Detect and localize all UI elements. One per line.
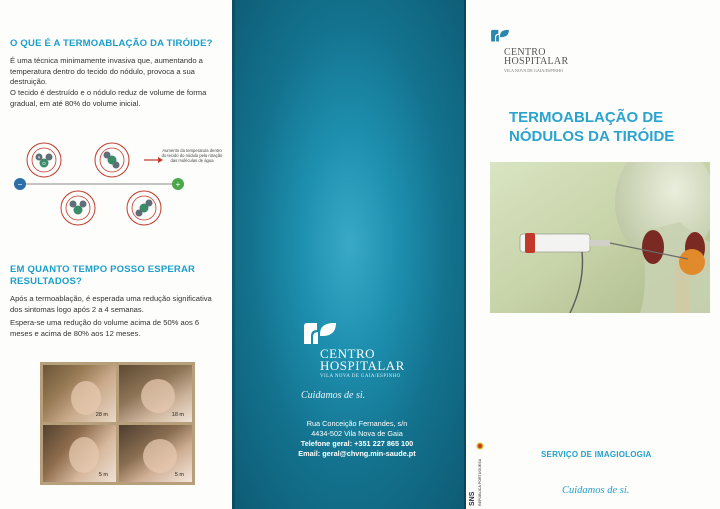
molecule-3 — [61, 191, 95, 225]
photo-label-2: 18 m — [171, 412, 184, 418]
tagline-right: Cuidamos de si. — [562, 485, 630, 496]
molecule-1 — [27, 143, 61, 177]
neck-photo-3 — [43, 425, 116, 482]
what-is-paragraph-2: O tecido é destruído e o nódulo reduz de volume de forma gradual, em até 80% do volume inicial. — [10, 88, 207, 108]
contact-block — [282, 419, 432, 459]
handpiece-tip — [590, 240, 610, 246]
results-paragraph-2: Espera-se uma redução do volume acima de 50% aos 6 meses e acima de 80% aos 12 meses. — [10, 318, 200, 338]
logo-text-right — [504, 48, 568, 66]
middle-panel — [232, 0, 466, 509]
sns-label: SNS — [469, 491, 476, 506]
diagram-caption: Aumento da temperatura dentro do tecido do nódulo pela rotação das moléculas de água — [161, 148, 223, 164]
minus-sign: − — [17, 180, 23, 189]
neck-photo-4 — [119, 425, 192, 482]
logo-subtitle-right: VILA NOVA DE GAIA/ESPINHO — [504, 68, 564, 73]
before-after-photos — [40, 362, 195, 485]
address-line-2: 4434-502 Vila Nova de Gaia — [311, 429, 403, 438]
results-paragraph-1: Após a termoablação, é esperada uma redução significativa dos sintomas logo após 2 a 4 semanas. — [10, 294, 212, 314]
water-molecule-diagram — [6, 130, 226, 235]
what-is-paragraph-1: É uma técnica minimamente invasiva que, aumentando a temperatura dentro do tecido do nódulo, provoca a sua destruição. — [10, 56, 203, 87]
logo-text-middle — [302, 348, 405, 372]
tagline-middle: Cuidamos de si. — [301, 390, 366, 401]
brochure-title — [509, 108, 674, 146]
hero-svg — [490, 162, 710, 313]
address-line-1: Rua Conceição Fernandes, s/n — [306, 419, 408, 428]
photo-label-4: 5 m — [174, 472, 184, 478]
phone-line: Telefone geral: +351 227 865 100 — [300, 439, 414, 448]
handpiece-grip — [525, 233, 535, 253]
neck-photo-1 — [43, 365, 116, 422]
portugal-emblem-icon — [476, 442, 484, 450]
molecule-4 — [127, 191, 161, 225]
procedure-illustration — [490, 162, 710, 313]
molecule-2 — [95, 143, 129, 177]
logo-right-line-1: CENTRO — [504, 47, 546, 58]
logo-subtitle-middle: VILA NOVA DE GAIA/ESPINHO — [320, 374, 401, 379]
plus-sign: + — [175, 180, 181, 189]
photo-label-1: 28 m — [95, 412, 108, 418]
neck-photo-2 — [119, 365, 192, 422]
thyroid-left-lobe — [642, 230, 664, 264]
photo-label-3: 5 m — [98, 472, 108, 478]
republic-label: REPÚBLICA PORTUGUESA — [478, 458, 482, 506]
hospital-logo-right — [490, 28, 610, 78]
logo-line-1: CENTRO — [320, 346, 375, 361]
hospital-leaf-icon-right — [490, 28, 510, 44]
logo-line-2: HOSPITALAR — [320, 358, 405, 373]
diagram-svg — [6, 130, 226, 235]
partner-logos-strip — [466, 430, 486, 509]
left-panel — [0, 0, 232, 509]
title-line-2: NÓDULOS DA TIRÓIDE — [509, 128, 675, 145]
section-heading-what-is: O QUE É A TERMOABLAÇÃO DA TIRÓIDE? — [10, 38, 213, 49]
section-heading-results: EM QUANTO TEMPO POSSO ESPERAR RESULTADOS? — [10, 264, 196, 287]
fold-crease-left — [232, 0, 235, 509]
atom-h-label: H — [37, 155, 41, 160]
email-line: Email: geral@chvng.min-saude.pt — [298, 449, 416, 458]
service-name: SERVIÇO DE IMAGIOLOGIA — [541, 450, 652, 459]
title-line-1: TERMOABLAÇÃO DE — [509, 109, 664, 126]
thyroid-nodule — [679, 249, 705, 275]
atom-o-label: O — [42, 161, 46, 166]
hospital-leaf-icon — [302, 322, 338, 346]
logo-right-line-2: HOSPITALAR — [504, 56, 569, 67]
